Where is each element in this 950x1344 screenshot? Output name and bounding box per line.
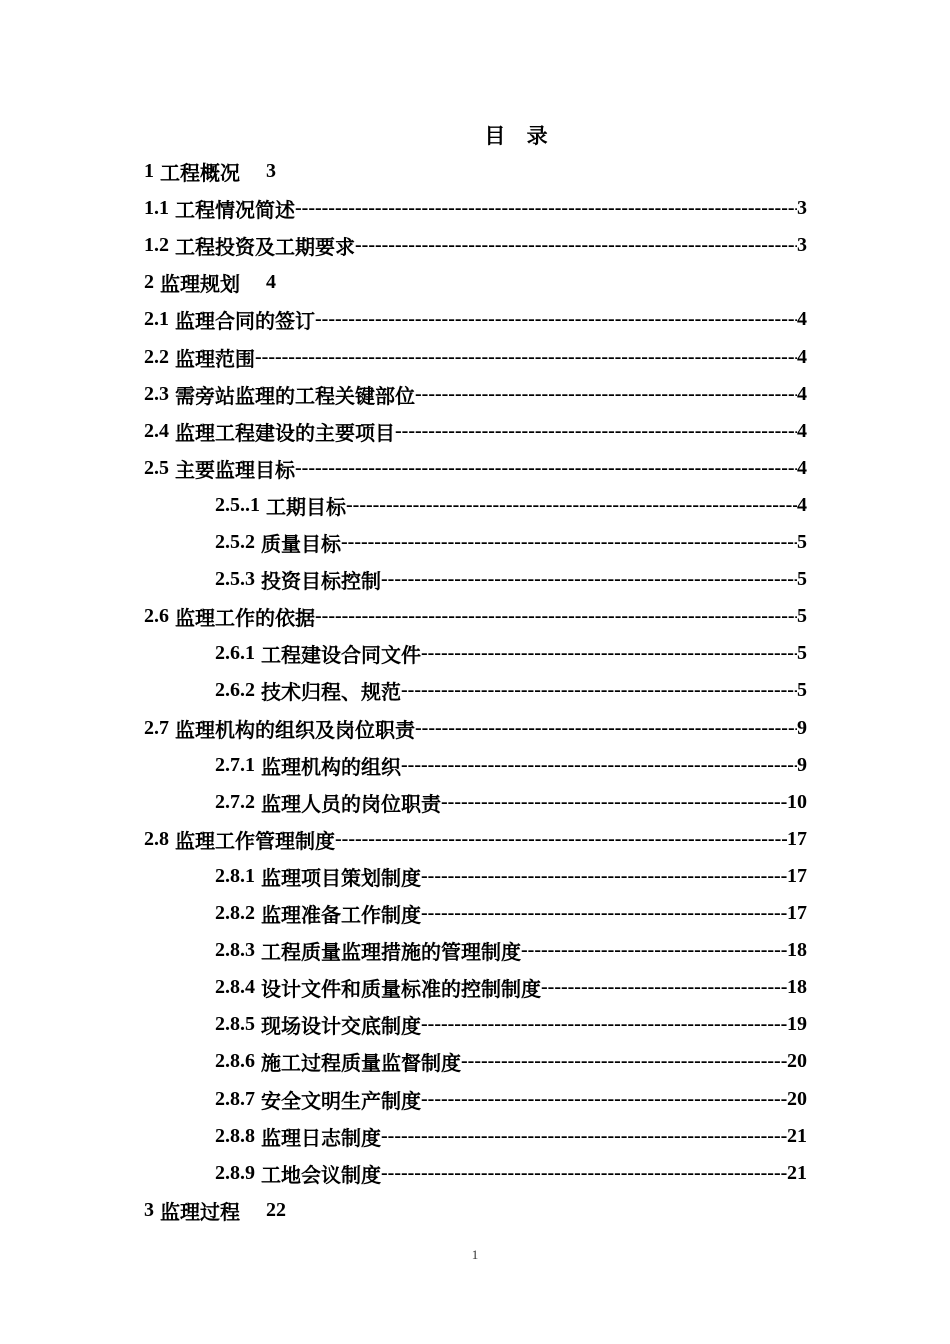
toc-leader-dashes [315,605,797,628]
toc-entry-title: 主要监理目标 [175,459,295,482]
toc-leader-dashes [381,1162,787,1185]
toc-leader-dashes [401,679,797,702]
toc-leader-dashes [335,828,787,851]
toc-entry-title: 监理项目策划制度 [261,867,421,890]
toc-entry-number: 2.8 [144,827,169,850]
toc-entry-number: 2.5.3 [215,568,255,591]
toc-entry-number: 2.8.1 [215,864,255,887]
toc-entry-page: 5 [797,568,807,591]
toc-entry-page: 17 [787,827,807,850]
toc-entry[interactable] [215,635,807,672]
toc-entry-page: 3 [797,197,807,220]
toc-entry-title: 工程建设合同文件 [261,645,421,668]
toc-leader-dashes [441,791,787,814]
toc-entry[interactable] [144,821,807,858]
toc-entry-page: 4 [797,493,807,516]
toc-entry[interactable] [215,969,807,1006]
toc-entry[interactable] [215,895,807,932]
toc-entry[interactable] [215,858,807,895]
toc-entry-page: 18 [787,939,807,962]
toc-entry-title: 工程质量监理措施的管理制度 [261,942,521,965]
toc-leader-dashes [401,754,797,777]
toc-chapter-entry[interactable] [144,1192,544,1229]
toc-entry[interactable] [215,487,807,524]
toc-entry-page: 9 [797,753,807,776]
toc-leader-dashes [295,197,797,220]
toc-leader-dashes [421,1088,787,1111]
toc-entry[interactable] [144,413,807,450]
toc-entry-page: 19 [787,1013,807,1036]
toc-leader-dashes [381,1125,787,1148]
toc-entry-page: 21 [787,1124,807,1147]
toc-entry-title: 监理机构的组织 [261,756,401,779]
toc-chapter-entry[interactable] [144,264,544,301]
toc-entry-page: 17 [787,902,807,924]
toc-leader-dashes [421,642,797,665]
toc-leader-dashes [421,1013,787,1036]
toc-entry-title: 监理过程 [160,1201,240,1224]
toc-leader-dashes [355,234,797,257]
toc-entry-number: 2.8.5 [215,1013,255,1036]
toc-entry-number: 2.7 [144,716,169,739]
toc-entry-page: 5 [797,679,807,702]
toc-entry[interactable] [215,747,807,784]
toc-entry[interactable] [144,710,807,747]
toc-entry-number: 2 [144,271,154,294]
toc-entry-page: 4 [797,456,807,479]
toc-entry-page: 4 [266,271,276,294]
toc-entry[interactable] [215,1081,807,1118]
toc-entry-title: 监理准备工作制度 [261,905,421,927]
toc-entry-title: 监理规划 [160,274,240,297]
toc-entry[interactable] [215,1043,807,1080]
toc-entry-title: 监理机构的组织及岗位职责 [175,719,415,742]
toc-entry-page: 20 [787,1050,807,1073]
toc-entry-title: 技术归程、规范 [261,682,401,705]
toc-entry-number: 1 [144,160,154,182]
toc-entry-number: 2.5 [144,456,169,479]
toc-entry-number: 1.1 [144,197,169,220]
toc-entry-number: 2.3 [144,382,169,405]
toc-leader-dashes [415,383,797,406]
toc-title: 目 录 [484,124,556,148]
toc-leader-dashes [461,1050,787,1073]
toc-entry-number: 2.8.4 [215,976,255,999]
toc-entry[interactable] [144,450,807,487]
toc-entry-title: 监理范围 [175,348,255,371]
toc-entry-number: 2.8.7 [215,1087,255,1110]
toc-entry-title: 施工过程质量监督制度 [261,1053,461,1076]
toc-leader-dashes [295,457,797,480]
toc-entry[interactable] [215,561,807,598]
toc-entry-number: 2.6.2 [215,679,255,702]
toc-entry-page: 5 [797,605,807,628]
toc-entry[interactable] [144,598,807,635]
toc-entry-page: 18 [787,976,807,999]
toc-entry[interactable] [215,932,807,969]
toc-entry-page: 4 [797,419,807,442]
toc-entry-number: 2.7.2 [215,790,255,813]
toc-entry[interactable] [215,1155,807,1192]
toc-entry-number: 2.6.1 [215,642,255,665]
toc-leader-dashes [415,717,797,740]
toc-entry-page: 4 [797,382,807,405]
toc-entry-title: 工地会议制度 [261,1164,381,1187]
toc-entry[interactable] [144,339,807,376]
toc-entry[interactable] [144,227,807,264]
toc-entry[interactable] [215,784,807,821]
toc-entry[interactable] [144,301,807,338]
page-number: 1 [471,1247,479,1262]
toc-entry-title: 工程情况简述 [175,200,295,223]
toc-entry-number: 1.2 [144,234,169,257]
toc-leader-dashes [421,902,787,925]
toc-entry-page: 9 [797,716,807,739]
toc-entry-title: 监理工作的依据 [175,608,315,631]
toc-entry-title: 质量目标 [261,534,341,556]
toc-entry-page: 21 [787,1161,807,1184]
toc-entry-number: 2.8.3 [215,939,255,962]
toc-entry-title: 投资目标控制 [261,571,381,594]
toc-entry[interactable] [144,376,807,413]
toc-entry[interactable] [215,524,807,561]
toc-entry-number: 2.7.1 [215,753,255,776]
toc-entry-title: 工程投资及工期要求 [175,237,355,260]
toc-entry-page: 5 [797,531,807,553]
toc-entry-page: 4 [797,345,807,368]
toc-entry-title: 监理合同的签订 [175,311,315,334]
toc-entry-number: 2.5..1 [215,493,260,516]
toc-leader-dashes [541,976,787,999]
toc-leader-dashes [346,494,797,517]
toc-entry-number: 2.2 [144,345,169,368]
toc-entry-number: 3 [144,1198,154,1221]
toc-leader-dashes [255,346,797,369]
toc-entry-title: 需旁站监理的工程关键部位 [175,385,415,408]
toc-entry-page: 5 [797,642,807,665]
toc-entry-number: 2.6 [144,605,169,628]
toc-entry-number: 2.1 [144,308,169,331]
toc-entry-page: 3 [266,160,276,182]
toc-entry-page: 10 [787,790,807,813]
toc-leader-dashes [381,568,797,591]
toc-entry[interactable] [215,1006,807,1043]
toc-entry[interactable] [215,1118,807,1155]
toc-entry[interactable] [144,190,807,227]
toc-entry[interactable] [215,672,807,709]
toc-entry-page: 4 [797,308,807,331]
toc-entry-number: 2.8.2 [215,902,255,924]
toc-entry-page: 20 [787,1087,807,1110]
toc-entry-title: 监理日志制度 [261,1127,381,1150]
toc-entry-title: 监理人员的岗位职责 [261,793,441,816]
toc-leader-dashes [341,531,797,554]
toc-entry-page: 22 [266,1198,286,1221]
toc-entry-title: 现场设计交底制度 [261,1016,421,1039]
toc-entry-number: 2.8.8 [215,1124,255,1147]
toc-entry-number: 2.4 [144,419,169,442]
toc-leader-dashes [315,308,797,331]
toc-leader-dashes [395,420,797,443]
toc-entry-title: 工期目标 [266,496,346,519]
toc-entry-number: 2.8.9 [215,1161,255,1184]
toc-chapter-entry[interactable] [144,153,544,190]
toc-leader-dashes [421,865,787,888]
toc-entry-title: 监理工程建设的主要项目 [175,422,395,445]
toc-entry-number: 2.5.2 [215,531,255,553]
toc-entry-title: 安全文明生产制度 [261,1090,421,1113]
toc-entry-page: 3 [797,234,807,257]
toc-entry-number: 2.8.6 [215,1050,255,1073]
toc-entry-title: 设计文件和质量标准的控制制度 [261,979,541,1002]
toc-entry-title: 监理工作管理制度 [175,830,335,853]
toc-leader-dashes [521,939,787,962]
toc-entry-page: 17 [787,864,807,887]
toc-entry-title: 工程概况 [160,163,240,185]
